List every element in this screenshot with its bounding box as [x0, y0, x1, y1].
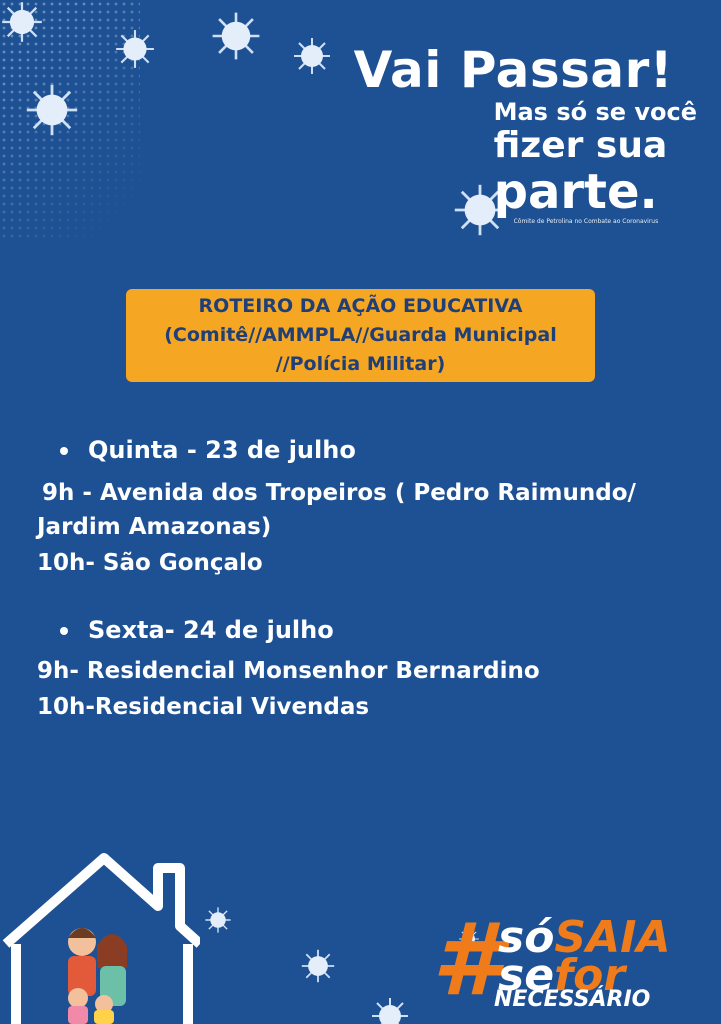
hashtag-logo: [432, 901, 702, 1020]
hash-symbol: #: [432, 901, 502, 1018]
headline-line-4: parte.: [493, 164, 658, 220]
hashtag-word-necessario: NECESSÁRIO: [494, 987, 651, 1012]
day-1-item-1a: 9h - Avenida dos Tropeiros ( Pedro Raimundo/: [42, 480, 636, 506]
headline: [354, 42, 697, 226]
banner-line-2: (Comitê//AMMPLA//Guarda Municipal: [164, 324, 557, 346]
hashtag-word-for: for: [554, 950, 626, 1001]
bullet-icon: [60, 627, 68, 635]
bullet-icon: [60, 447, 68, 455]
house-icon: [0, 848, 200, 1024]
banner-line-3: //Polícia Militar): [275, 353, 446, 375]
day-1-item-1b: Jardim Amazonas): [37, 514, 272, 540]
virus-icon: [300, 948, 336, 984]
hashtag-word-so: só: [498, 912, 555, 963]
virus-icon: [210, 10, 262, 62]
roteiro-banner: [126, 289, 595, 382]
virus-icon: [0, 0, 44, 44]
day-2-item-2: 10h-Residencial Vivendas: [37, 694, 370, 720]
virus-icon: [204, 906, 232, 934]
headline-credit: Cômite de Petrolina no Combate ao Coronavirus: [513, 218, 659, 225]
virus-icon: [292, 36, 332, 76]
virus-icon: [370, 996, 410, 1024]
hashtag-word-saia: SAIA: [554, 912, 671, 963]
day-2-heading: [60, 616, 334, 644]
day-2-item-1: 9h- Residencial Monsenhor Bernardino: [37, 658, 540, 684]
virus-icon: [114, 28, 156, 70]
headline-title: Vai Passar!: [353, 41, 674, 99]
headline-line-3: fizer sua: [493, 125, 668, 166]
virus-icon: [24, 82, 80, 138]
day-2-title: Sexta- 24 de julho: [88, 616, 334, 644]
day-1-title: Quinta - 23 de julho: [88, 436, 356, 464]
day-1-item-2: 10h- São Gonçalo: [37, 550, 263, 576]
headline-line-2: Mas só se você: [493, 98, 697, 126]
day-1-heading: [60, 436, 356, 464]
banner-line-1: ROTEIRO DA AÇÃO EDUCATIVA: [198, 295, 523, 317]
family-icon: [68, 928, 127, 1024]
hashtag-word-se: se: [498, 950, 555, 1001]
